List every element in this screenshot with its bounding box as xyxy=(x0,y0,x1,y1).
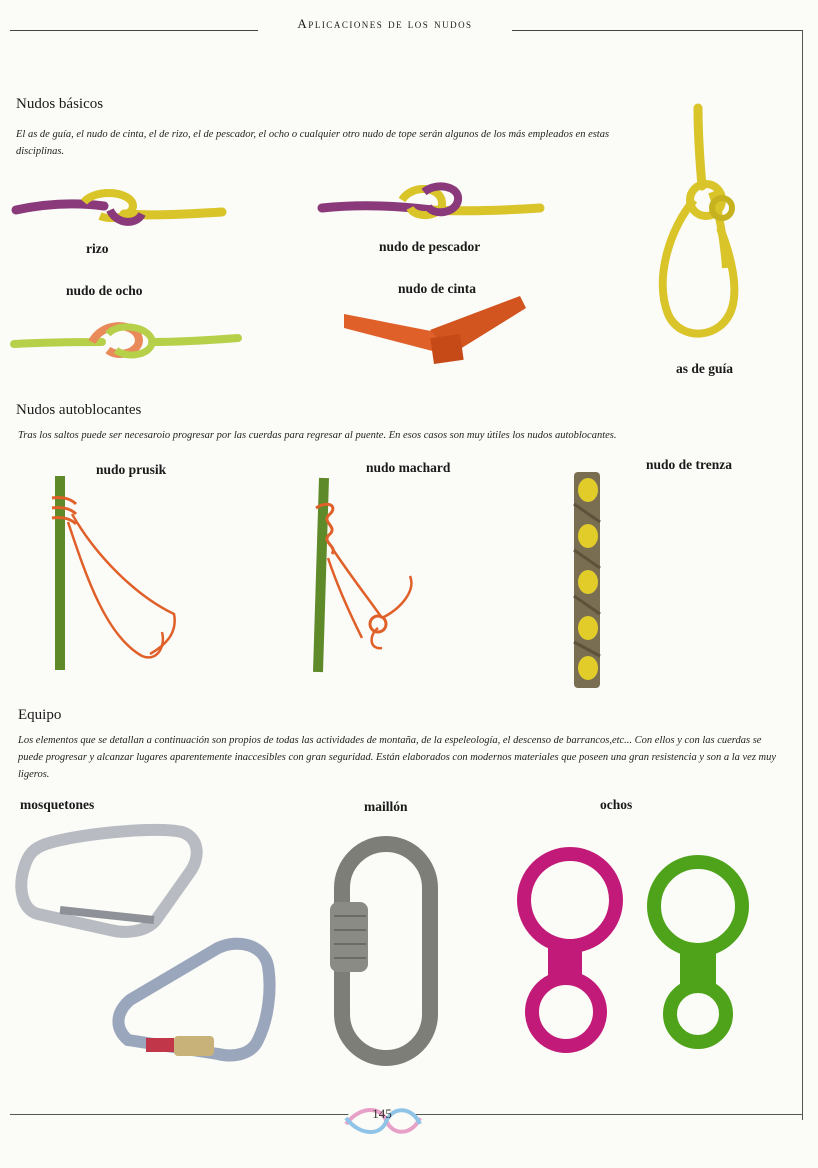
nudo-machard-image xyxy=(298,478,428,674)
label-pescador: nudo de pescador xyxy=(379,239,481,254)
basic-knots-intro: El as de guía, el nudo de cinta, el de rizo, el de pescador, el ocho o cualquier otro nudo de tope serán algunos de los más empleados en estas disciplinas. xyxy=(16,129,610,157)
page-number: 145 xyxy=(372,1106,392,1121)
label-rizo: rizo xyxy=(86,241,109,256)
label-as-de-guia: as de guía xyxy=(676,361,734,376)
maillon-image xyxy=(326,838,446,1064)
label-ochos: ochos xyxy=(600,797,633,812)
label-nudo-machard: nudo machard xyxy=(366,460,451,475)
section-title-autoblock-knots: Nudos autoblocantes xyxy=(16,402,142,418)
label-nudo-de-ocho: nudo de ocho xyxy=(66,283,143,298)
nudo-prusik-image xyxy=(46,476,186,672)
label-nudo-de-trenza: nudo de trenza xyxy=(646,457,733,472)
as-de-guia-knot-image xyxy=(650,108,750,344)
label-nudo-de-cinta: nudo de cinta xyxy=(398,281,477,296)
descender-eight-pink-image xyxy=(508,842,634,1062)
header-rule-right xyxy=(512,30,802,31)
page-header-title: Aplicaciones de los nudos xyxy=(297,16,473,31)
header-rule-left xyxy=(10,30,258,31)
autoblock-knots-intro: Tras los saltos puede ser necesaroio progresar por las cuerdas para regresar al puente. En esos casos son muy útiles los nudos autoblocantes. xyxy=(18,430,617,441)
label-mosquetones: mosquetones xyxy=(20,797,95,812)
pescador-knot-image xyxy=(320,180,544,228)
equipment-intro: Los elementos que se detallan a continuación son propios de todas las actividades de montaña, de la espeleología, el descenso de barrancos,etc... Con ellos y con las cuerdas se puede progresar y alcanzar lugares aparentemente inaccesibles con gran seguridad. Están elaborados con modernos materiales que poseen una gran resistencia y son a la vez muy ligeros. xyxy=(18,735,777,780)
carabiner-silver-image xyxy=(16,824,202,940)
carabiner-screwgate-image xyxy=(108,940,276,1064)
label-maillon: maillón xyxy=(364,799,408,814)
section-title-basic-knots: Nudos básicos xyxy=(16,96,104,112)
nudo-de-cinta-image xyxy=(340,292,530,368)
page-frame-right xyxy=(802,30,803,1120)
section-title-equipment: Equipo xyxy=(18,707,62,723)
rizo-knot-image xyxy=(14,188,226,232)
nudo-de-trenza-image xyxy=(566,470,610,692)
descender-eight-green-image xyxy=(638,850,758,1056)
label-nudo-prusik: nudo prusik xyxy=(96,462,167,477)
nudo-de-ocho-image xyxy=(12,320,242,362)
